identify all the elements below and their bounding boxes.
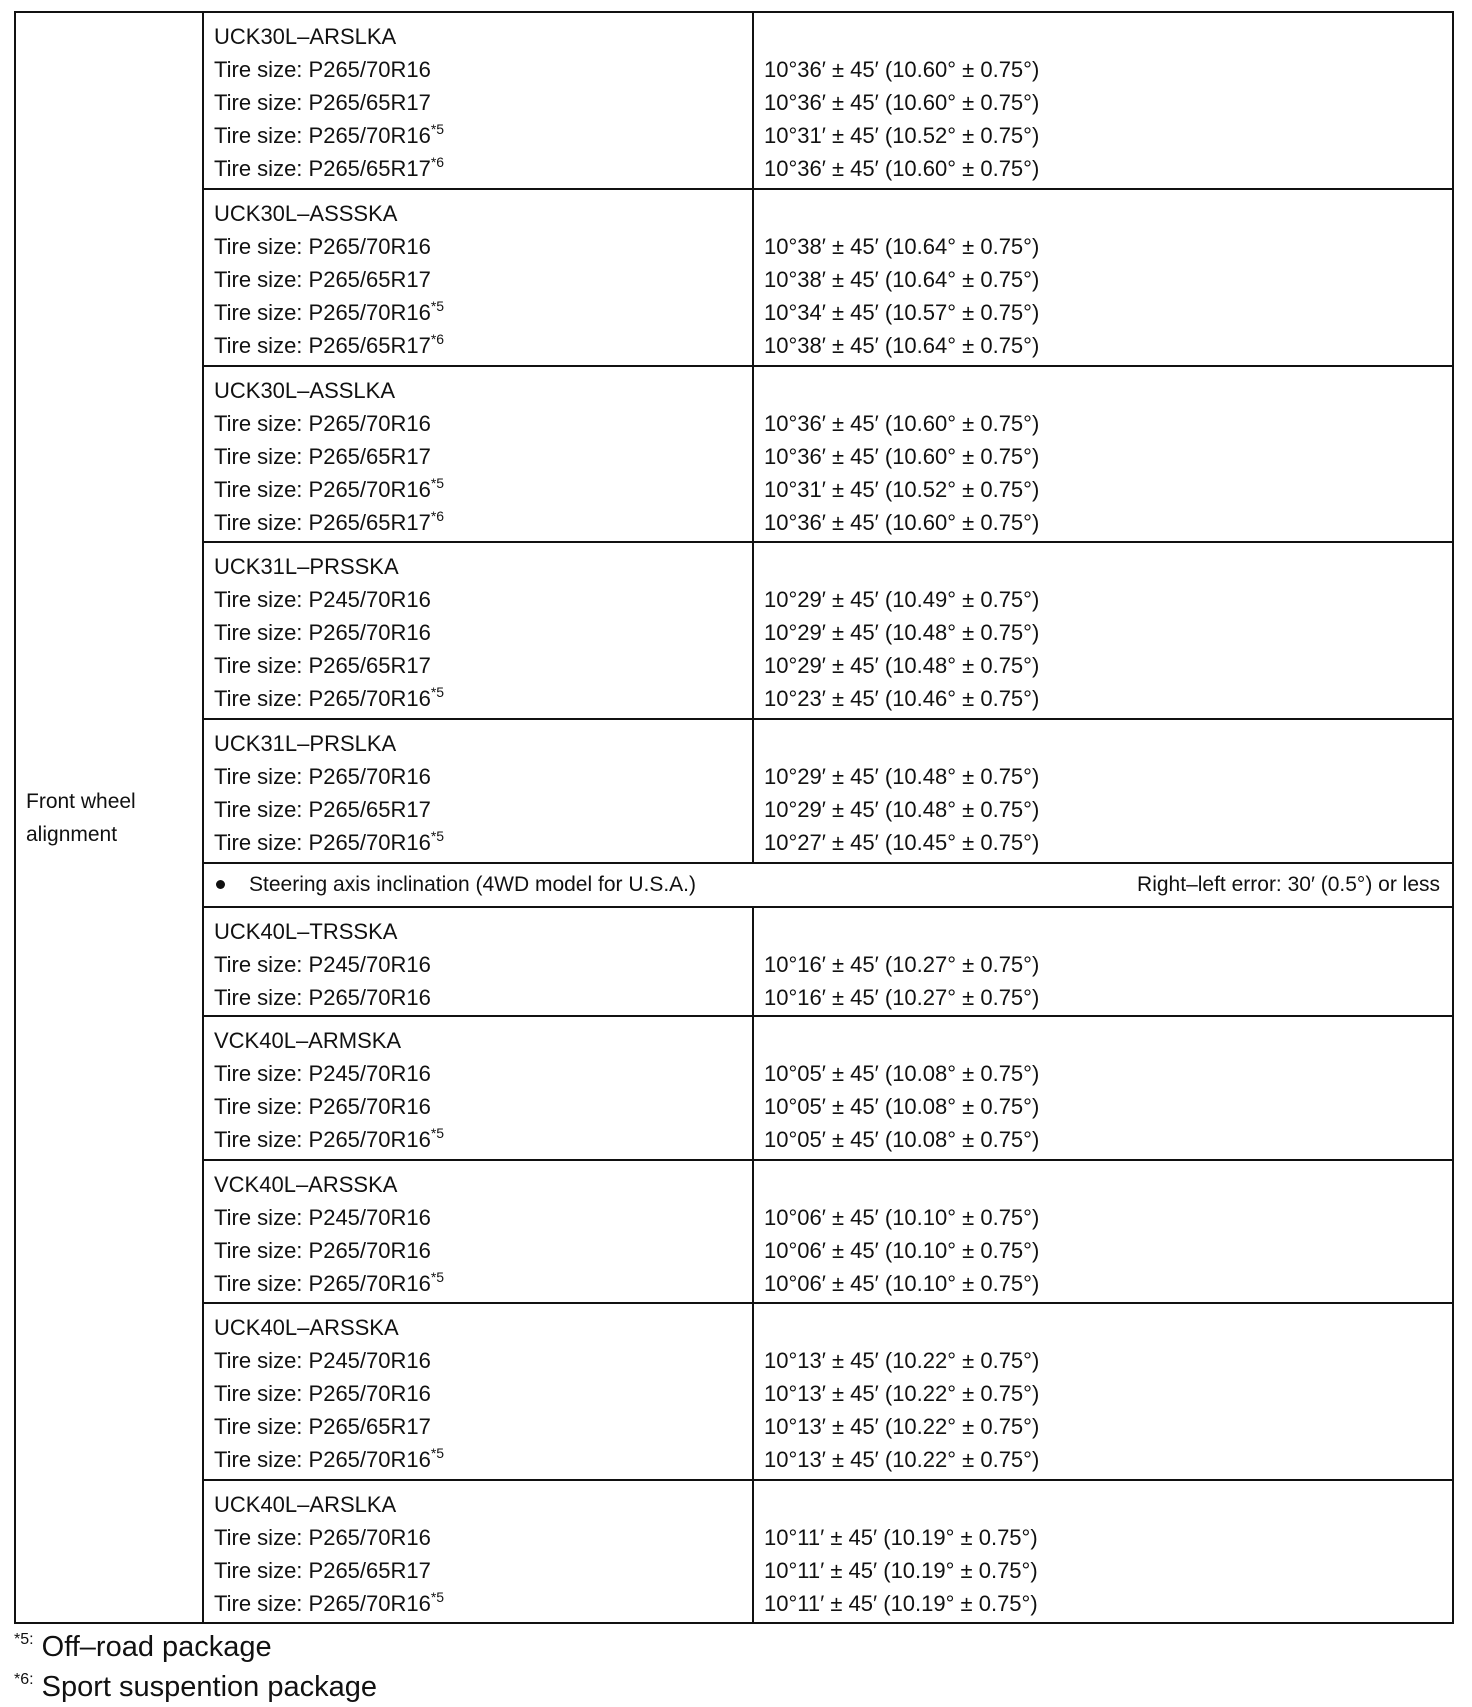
alignment-value: 10°36′ ± 45′ (10.60° ± 0.75°) xyxy=(764,410,1040,436)
tire-size-text: Tire size: P265/70R16 xyxy=(214,686,431,712)
tire-size-text: Tire size: P265/65R17 xyxy=(214,797,431,823)
alignment-value: 10°23′ ± 45′ (10.46° ± 0.75°) xyxy=(764,686,1040,712)
footnote-text: Off–road package xyxy=(41,1631,272,1663)
model-cell xyxy=(203,1303,753,1480)
footnote-marker: *5 xyxy=(430,828,445,845)
tire-size-line xyxy=(214,1201,752,1234)
value-spacer xyxy=(764,727,1452,760)
footnote-mark: *5: xyxy=(14,1631,34,1648)
footnote-marker: *5 xyxy=(430,684,445,701)
tire-size-line xyxy=(214,329,752,362)
tire-size-text: Tire size: P265/70R16 xyxy=(214,299,431,325)
model-cell xyxy=(203,1016,753,1159)
alignment-value: 10°38′ ± 45′ (10.64° ± 0.75°) xyxy=(764,332,1040,358)
value-cell xyxy=(753,1303,1453,1480)
tire-size-line xyxy=(214,296,752,329)
tire-size-line xyxy=(214,682,752,715)
tire-size-line xyxy=(214,1443,752,1476)
model-cell xyxy=(203,1160,753,1303)
spec-group-row xyxy=(15,907,1453,1017)
alignment-value: 10°13′ ± 45′ (10.22° ± 0.75°) xyxy=(764,1446,1040,1472)
spec-group-row xyxy=(15,1016,1453,1159)
tire-size-text: Tire size: P265/70R16 xyxy=(214,830,431,856)
tire-size-text: Tire size: P245/70R16 xyxy=(214,951,431,977)
alignment-value: 10°29′ ± 45′ (10.48° ± 0.75°) xyxy=(764,764,1040,790)
alignment-value: 10°05′ ± 45′ (10.08° ± 0.75°) xyxy=(764,1127,1040,1153)
tire-size-line xyxy=(214,793,752,826)
model-cell xyxy=(203,719,753,862)
alignment-value: 10°38′ ± 45′ (10.64° ± 0.75°) xyxy=(764,266,1040,292)
tire-size-text: Tire size: P265/65R17 xyxy=(214,653,431,679)
alignment-value: 10°36′ ± 45′ (10.60° ± 0.75°) xyxy=(764,443,1040,469)
tire-size-text: Tire size: P245/70R16 xyxy=(214,1347,431,1373)
tire-size-text: Tire size: P265/70R16 xyxy=(214,1590,431,1616)
alignment-value: 10°29′ ± 45′ (10.48° ± 0.75°) xyxy=(764,797,1040,823)
footnote-marker: *5 xyxy=(430,297,445,314)
tire-size-text: Tire size: P245/70R16 xyxy=(214,1204,431,1230)
tire-size-text: Tire size: P265/70R16 xyxy=(214,57,431,82)
alignment-value: 10°13′ ± 45′ (10.22° ± 0.75°) xyxy=(764,1380,1040,1406)
tire-size-line xyxy=(214,230,752,263)
alignment-value: 10°36′ ± 45′ (10.60° ± 0.75°) xyxy=(764,90,1040,115)
tire-size-text: Tire size: P245/70R16 xyxy=(214,587,431,613)
alignment-value: 10°06′ ± 45′ (10.10° ± 0.75°) xyxy=(764,1237,1040,1263)
model-code: VCK40L–ARSSKA xyxy=(214,1171,398,1197)
tire-size-text: Tire size: P265/70R16 xyxy=(214,1270,431,1296)
note-tolerance: Right–left error: 30′ (0.5°) or less xyxy=(1137,872,1440,896)
tire-size-line xyxy=(214,53,752,86)
model-cell xyxy=(203,12,753,189)
model-code: VCK40L–ARMSKA xyxy=(214,1028,402,1054)
alignment-value: 10°16′ ± 45′ (10.27° ± 0.75°) xyxy=(764,984,1040,1010)
footnote-text: Sport suspention package xyxy=(41,1671,377,1703)
tire-size-text: Tire size: P265/65R17 xyxy=(214,509,431,535)
tire-size-text: Tire size: P265/65R17 xyxy=(214,266,431,292)
model-code: UCK40L–ARSSKA xyxy=(214,1314,399,1340)
model-cell xyxy=(203,189,753,366)
value-spacer xyxy=(764,374,1452,407)
alignment-value: 10°36′ ± 45′ (10.60° ± 0.75°) xyxy=(764,509,1040,535)
tire-size-line xyxy=(214,119,752,152)
alignment-value: 10°06′ ± 45′ (10.10° ± 0.75°) xyxy=(764,1204,1040,1230)
alignment-value: 10°31′ ± 45′ (10.52° ± 0.75°) xyxy=(764,476,1040,502)
tire-size-text: Tire size: P265/65R17 xyxy=(214,443,431,469)
alignment-value: 10°36′ ± 45′ (10.60° ± 0.75°) xyxy=(764,57,1040,82)
value-spacer xyxy=(764,1024,1452,1057)
tire-size-line xyxy=(214,506,752,539)
alignment-value: 10°11′ ± 45′ (10.19° ± 0.75°) xyxy=(764,1590,1038,1616)
tire-size-line xyxy=(214,440,752,473)
model-code: UCK31L–PRSSKA xyxy=(214,554,399,580)
alignment-value: 10°05′ ± 45′ (10.08° ± 0.75°) xyxy=(764,1061,1040,1087)
model-code: UCK30L–ASSSKA xyxy=(214,200,398,226)
tire-size-text: Tire size: P265/70R16 xyxy=(214,620,431,646)
tire-size-line xyxy=(214,826,752,859)
tire-size-text: Tire size: P265/70R16 xyxy=(214,410,431,436)
tire-size-text: Tire size: P265/70R16 xyxy=(214,1237,431,1263)
tire-size-text: Tire size: P265/65R17 xyxy=(214,156,431,181)
alignment-value: 10°06′ ± 45′ (10.10° ± 0.75°) xyxy=(764,1270,1040,1296)
model-code: UCK40L–TRSSKA xyxy=(214,918,398,944)
note-cell xyxy=(203,863,1453,907)
value-spacer xyxy=(764,20,1452,53)
tire-size-line xyxy=(214,1344,752,1377)
value-spacer xyxy=(764,550,1452,583)
tire-size-line xyxy=(214,1090,752,1123)
footnote-marker: *5 xyxy=(430,474,445,491)
value-cell xyxy=(753,189,1453,366)
tire-size-line xyxy=(214,1057,752,1090)
value-spacer xyxy=(764,915,1452,948)
tire-size-text: Tire size: P265/65R17 xyxy=(214,1413,431,1439)
tire-size-line xyxy=(214,1587,752,1620)
footnote xyxy=(14,1667,377,1707)
tire-size-line xyxy=(214,1410,752,1443)
tire-size-line xyxy=(214,152,752,185)
footnote-marker: *5 xyxy=(430,1125,445,1142)
model-code: UCK40L–ARSLKA xyxy=(214,1491,397,1517)
spec-group-row xyxy=(15,366,1453,543)
footnote-marker: *5 xyxy=(430,1444,445,1461)
alignment-value: 10°13′ ± 45′ (10.22° ± 0.75°) xyxy=(764,1347,1040,1373)
model-cell xyxy=(203,542,753,719)
tire-size-line xyxy=(214,948,752,981)
bullet-icon xyxy=(216,880,225,889)
tire-size-line xyxy=(214,1267,752,1300)
alignment-value: 10°29′ ± 45′ (10.48° ± 0.75°) xyxy=(764,653,1040,679)
value-spacer xyxy=(764,1168,1452,1201)
spec-group-row xyxy=(15,719,1453,862)
spec-label-line: alignment xyxy=(26,822,118,846)
alignment-value: 10°27′ ± 45′ (10.45° ± 0.75°) xyxy=(764,830,1040,856)
tire-size-line xyxy=(214,1234,752,1267)
model-code: UCK31L–PRSLKA xyxy=(214,731,397,757)
footnote-marker: *6 xyxy=(430,507,445,524)
value-cell xyxy=(753,1480,1453,1623)
alignment-value: 10°16′ ± 45′ (10.27° ± 0.75°) xyxy=(764,951,1040,977)
alignment-value: 10°13′ ± 45′ (10.22° ± 0.75°) xyxy=(764,1413,1040,1439)
spec-group-row xyxy=(15,12,1453,189)
spec-table-body xyxy=(15,12,1453,1623)
model-code: UCK30L–ASSLKA xyxy=(214,377,395,403)
tire-size-line xyxy=(214,1377,752,1410)
tire-size-text: Tire size: P265/70R16 xyxy=(214,123,431,148)
value-cell xyxy=(753,366,1453,543)
alignment-value: 10°38′ ± 45′ (10.64° ± 0.75°) xyxy=(764,233,1040,259)
tire-size-text: Tire size: P265/70R16 xyxy=(214,476,431,502)
tire-size-text: Tire size: P265/70R16 xyxy=(214,984,431,1010)
tire-size-text: Tire size: P245/70R16 xyxy=(214,1061,431,1087)
value-cell xyxy=(753,1016,1453,1159)
alignment-value: 10°29′ ± 45′ (10.48° ± 0.75°) xyxy=(764,620,1040,646)
alignment-value: 10°31′ ± 45′ (10.52° ± 0.75°) xyxy=(764,123,1040,148)
value-cell xyxy=(753,719,1453,862)
note-left xyxy=(214,873,696,897)
spec-table xyxy=(14,11,1454,1624)
value-spacer xyxy=(764,197,1452,230)
tire-size-line xyxy=(214,407,752,440)
tire-size-text: Tire size: P265/65R17 xyxy=(214,1557,431,1583)
alignment-value: 10°11′ ± 45′ (10.19° ± 0.75°) xyxy=(764,1524,1038,1550)
tire-size-text: Tire size: P265/70R16 xyxy=(214,764,431,790)
note-row xyxy=(15,863,1453,907)
value-cell xyxy=(753,12,1453,189)
footnote-marker: *5 xyxy=(430,1268,445,1285)
footnote-marker: *5 xyxy=(430,121,445,137)
value-cell xyxy=(753,907,1453,1017)
tire-size-text: Tire size: P265/65R17 xyxy=(214,90,431,115)
tire-size-line xyxy=(214,86,752,119)
model-code: UCK30L–ARSLKA xyxy=(214,24,397,49)
alignment-value: 10°11′ ± 45′ (10.19° ± 0.75°) xyxy=(764,1557,1038,1583)
value-cell xyxy=(753,542,1453,719)
alignment-value: 10°34′ ± 45′ (10.57° ± 0.75°) xyxy=(764,299,1040,325)
note-wrap xyxy=(204,873,1452,897)
tire-size-line xyxy=(214,616,752,649)
model-cell xyxy=(203,1480,753,1623)
model-cell xyxy=(203,366,753,543)
spec-group-row xyxy=(15,1160,1453,1303)
tire-size-line xyxy=(214,981,752,1014)
model-cell xyxy=(203,907,753,1017)
tire-size-text: Tire size: P265/70R16 xyxy=(214,1446,431,1472)
tire-size-text: Tire size: P265/70R16 xyxy=(214,1127,431,1153)
tire-size-text: Tire size: P265/65R17 xyxy=(214,332,431,358)
tire-size-line xyxy=(214,583,752,616)
alignment-value: 10°29′ ± 45′ (10.49° ± 0.75°) xyxy=(764,587,1040,613)
tire-size-line xyxy=(214,263,752,296)
footnote-marker: *6 xyxy=(430,154,445,170)
alignment-value: 10°36′ ± 45′ (10.60° ± 0.75°) xyxy=(764,156,1040,181)
spec-group-row xyxy=(15,542,1453,719)
spec-label-line: Front wheel xyxy=(26,789,136,813)
tire-size-text: Tire size: P265/70R16 xyxy=(214,1380,431,1406)
note-title: Steering axis inclination (4WD model for U.S.A.) xyxy=(249,872,696,896)
value-cell xyxy=(753,1160,1453,1303)
tire-size-line xyxy=(214,760,752,793)
tire-size-line xyxy=(214,473,752,506)
tire-size-line xyxy=(214,1521,752,1554)
spec-group-row xyxy=(15,189,1453,366)
footnote xyxy=(14,1627,377,1667)
footnote-mark: *6: xyxy=(14,1671,34,1688)
alignment-value: 10°05′ ± 45′ (10.08° ± 0.75°) xyxy=(764,1094,1040,1120)
spec-label-cell xyxy=(15,12,203,1623)
tire-size-line xyxy=(214,649,752,682)
tire-size-text: Tire size: P265/70R16 xyxy=(214,1094,431,1120)
tire-size-text: Tire size: P265/70R16 xyxy=(214,233,431,259)
spec-group-row xyxy=(15,1480,1453,1623)
tire-size-text: Tire size: P265/70R16 xyxy=(214,1524,431,1550)
footnote-marker: *5 xyxy=(430,1588,445,1605)
spec-group-row xyxy=(15,1303,1453,1480)
value-spacer xyxy=(764,1311,1452,1344)
tire-size-line xyxy=(214,1123,752,1156)
value-spacer xyxy=(764,1488,1452,1521)
footnote-marker: *6 xyxy=(430,330,445,347)
tire-size-line xyxy=(214,1554,752,1587)
footnotes xyxy=(14,1627,377,1707)
